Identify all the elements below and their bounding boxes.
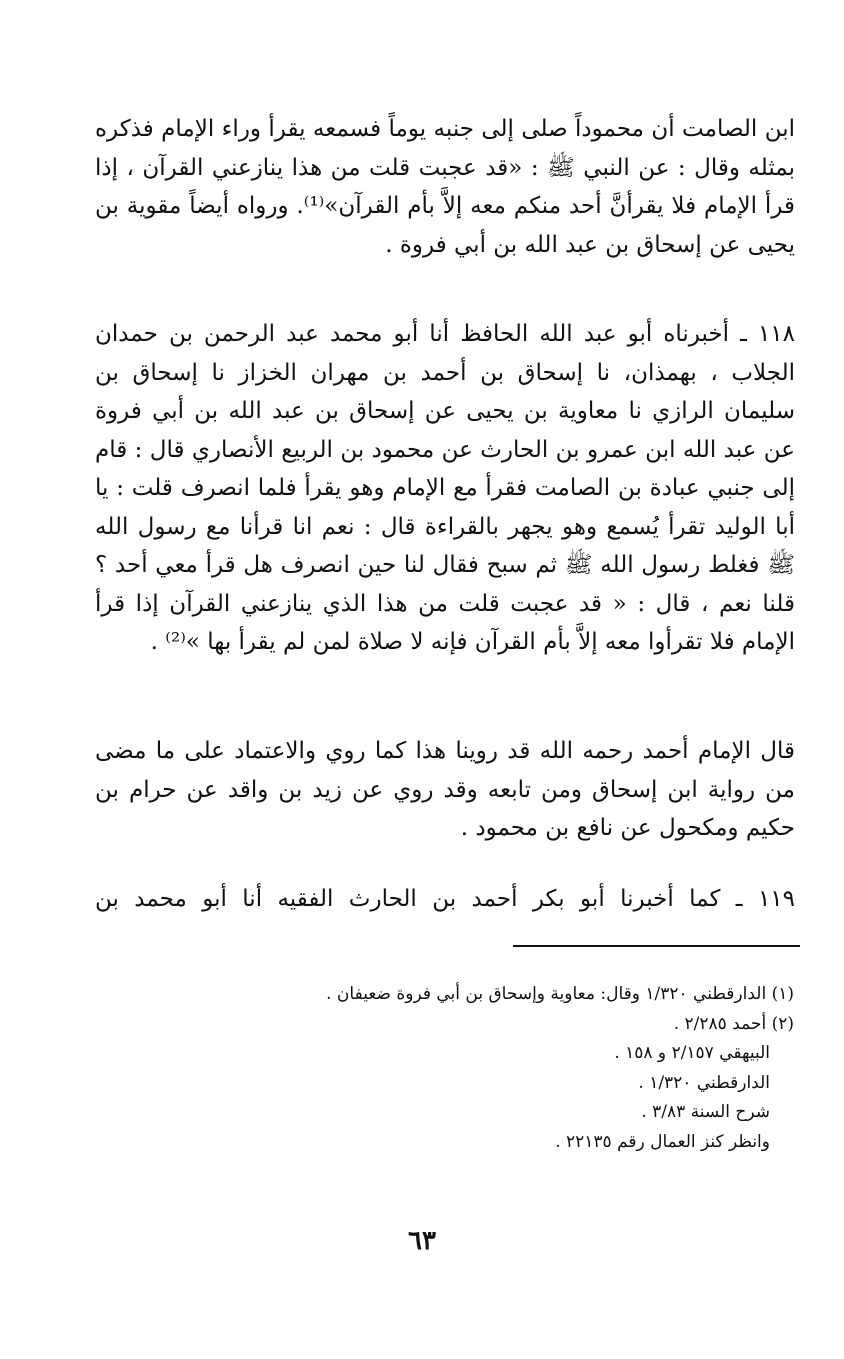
footnote-divider [513, 945, 800, 947]
footnote-1: (١) الدارقطني ١/٣٢٠ وقال: معاوية وإسحاق بن أبي فروة ضعيفان . [326, 984, 794, 1004]
paragraph-hadith-118: ١١٨ ـ أخبرناه أبو عبد الله الحافظ أنا أبو محمد عبد الرحمن بن حمدان الجلاب ، بهمذان، نا إسحاق بن أحمد بن مهران الخزاز نا إسحاق بن سليمان الرازي نا معاوية بن يحيى عن إسحاق بن عبد الله بن أبي فروة عن عبد الله ابن عمرو بن الحارث عن محمود بن الربيع الأنصاري قال : قام إلى جنبي عبادة بن الصامت فقرأ مع الإمام وهو يقرأ فلما انصرف قلت : يا أبا الوليد تقرأ يُسمع وهو يجهر بالقراءة قال : نعم انا قرأنا مع رسول الله ﷺ فغلط رسول الله ﷺ ثم سبح فقال لنا حين انصرف هل قرأ معي أحد ؟ قلنا نعم ، قال : « قد عجبت قلت من هذا الذي ينازعني القرآن إذا قرأ الإمام فلا تقرأوا معه إلاَّ بأم القرآن فإنه لا صلاة لمن لم يقرأ بها »⁽²⁾ . [95, 321, 795, 655]
footnote-2-ref-kanz-al-ummal: وانظر كنز العمال رقم ٢٢١٣٥ . [555, 1131, 770, 1152]
paragraph-imam-ahmad-comment: قال الإمام أحمد رحمه الله قد روينا هذا كما روي والاعتماد على ما مضى من رواية ابن إسحاق ومن تابعه وقد روي عن زيد بن واقد عن حرام بن حكيم ومكحول عن نافع بن محمود . [95, 738, 795, 841]
footnotes [94, 980, 794, 1157]
paragraph-1: ابن الصامت أن محموداً صلى إلى جنبه يوماً فسمعه يقرأ وراء الإمام فذكره بمثله وقال : عن النبي ﷺ : «قد عجبت قلت من هذا ينازعني القرآن ، إذا قرأ الإمام فلا يقرأنَّ أحد منكم معه إلاَّ بأم القرآن»⁽¹⁾. ورواه أيضاً مقوية بن يحيى عن إسحاق بن عبد الله بن أبي فروة . [95, 116, 795, 258]
page-number: ٦٣ [408, 1226, 436, 1256]
footnote-2-ref-daraqutni: الدارقطني ١/٣٢٠ . [638, 1072, 770, 1093]
footnote-2-ref-bayhaqi: البيهقي ٢/١٥٧ و ١٥٨ . [614, 1043, 770, 1063]
paragraph-hadith-119: ١١٩ ـ كما أخبرنا أبو بكر أحمد بن الحارث الفقيه أنا أبو محمد بن [95, 886, 795, 912]
footnote-2: (٢) أحمد ٢/٢٨٥ . [673, 1013, 794, 1034]
footnote-2-ref-sharh-al-sunnah: شرح السنة ٣/٨٣ . [641, 1102, 770, 1122]
